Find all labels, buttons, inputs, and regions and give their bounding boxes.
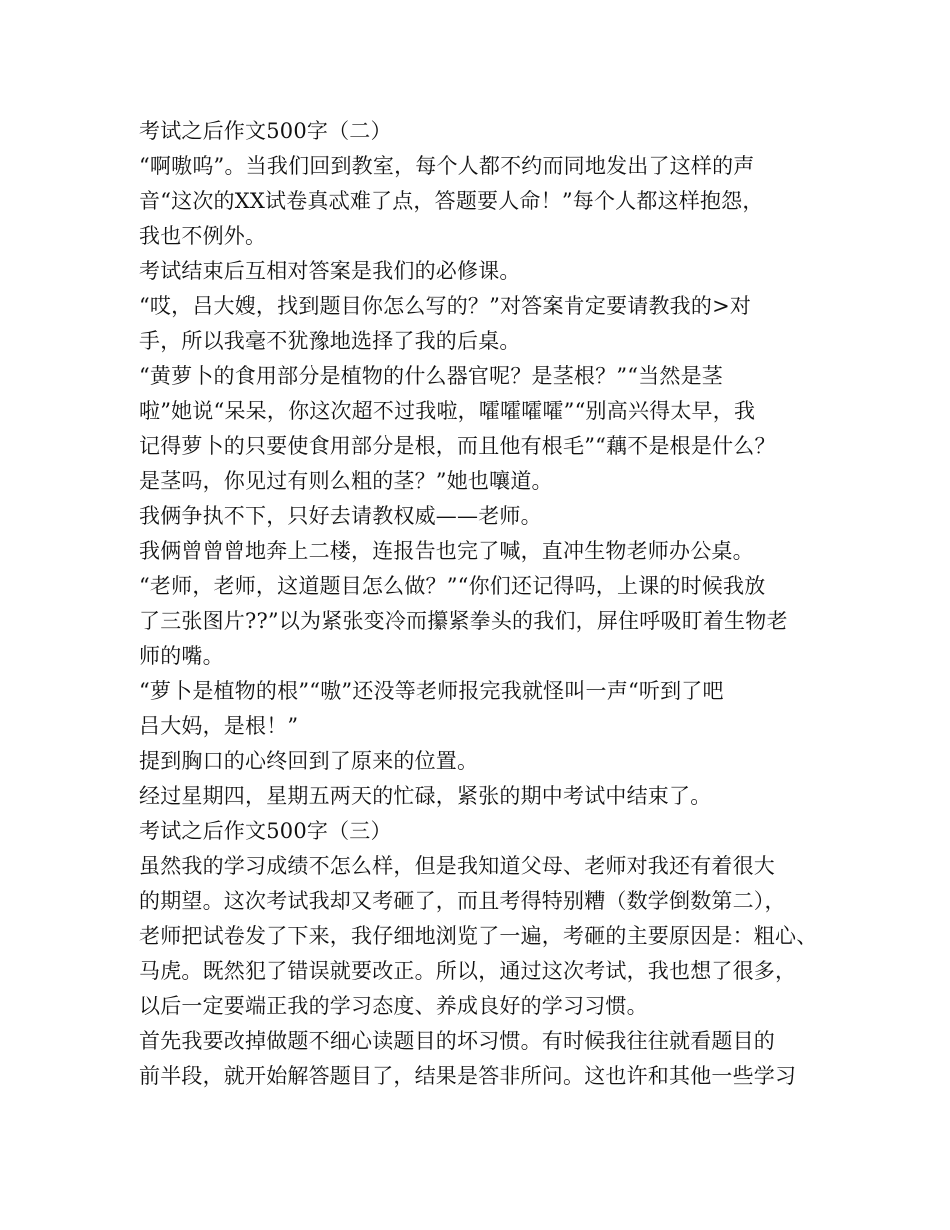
text-line: “黄萝卜的食用部分是植物的什么器官呢？是茎根？”“当然是茎	[139, 364, 724, 388]
text-line: “哎，吕大嫂，找到题目你怎么写的？”对答案肯定要请教我的>对	[139, 294, 752, 318]
text-line: 以后一定要端正我的学习态度、养成良好的学习习惯。	[139, 994, 648, 1018]
text-line: 手，所以我毫不犹豫地选择了我的后桌。	[139, 329, 521, 353]
text-line: 记得萝卜的只要使食用部分是根，而且他有根毛”“藕不是根是什么？	[139, 434, 776, 458]
text-line: 了三张图片??”以为紧张变冷而攥紧拳头的我们，屏住呼吸盯着生物老	[139, 609, 788, 633]
text-line: 考试结束后互相对答案是我们的必修课。	[139, 259, 521, 283]
text-line: 音“这次的XX试卷真忒难了点，答题要人命！”每个人都这样抱怨，	[139, 189, 764, 213]
text-line: 提到胸口的心终回到了原来的位置。	[139, 749, 479, 773]
text-line: 是茎吗，你见过有则么粗的茎？”她也嚷道。	[139, 469, 553, 493]
text-line: 我也不例外。	[139, 224, 267, 248]
text-line: 虽然我的学习成绩不怎么样，但是我知道父母、老师对我还有着很大	[139, 854, 775, 878]
text-line: “老师，老师，这道题目怎么做？”“你们还记得吗，上课的时候我放	[139, 574, 766, 598]
text-line: 首先我要改掉做题不细心读题目的坏习惯。有时候我往往就看题目的	[139, 1029, 775, 1053]
text-line: 老师把试卷发了下来，我仔细地浏览了一遍，考砸的主要原因是：粗心、	[139, 924, 818, 948]
text-line: 吕大妈，是根！”	[139, 714, 299, 738]
text-line: 前半段，就开始解答题目了，结果是答非所问。这也许和其他一些学习	[139, 1064, 797, 1088]
text-line: 我俩争执不下，只好去请教权威——老师。	[139, 504, 542, 528]
text-line: “啊嗷呜”。当我们回到教室，每个人都不约而同地发出了这样的声	[139, 154, 755, 178]
text-line: 经过星期四，星期五两天的忙碌，紧张的期中考试中结束了。	[139, 784, 712, 808]
section-heading: 考试之后作文500字（三）	[139, 819, 392, 843]
text-line: 马虎。既然犯了错误就要改正。所以，通过这次考试，我也想了很多，	[139, 959, 797, 983]
text-line: 啦”她说“呆呆，你这次超不过我啦，嚯嚯嚯嚯”“别高兴得太早，我	[139, 399, 756, 423]
text-line: 我俩曾曾曾地奔上二楼，连报告也完了喊，直冲生物老师办公桌。	[139, 539, 754, 563]
section-heading: 考试之后作文500字（二）	[139, 119, 392, 143]
text-line: 的期望。这次考试我却又考砸了，而且考得特别糟（数学倒数第二），	[139, 889, 786, 913]
text-line: “萝卜是植物的根”“嗷”还没等老师报完我就怪叫一声“听到了吧	[139, 679, 724, 703]
text-line: 师的嘴。	[139, 644, 224, 668]
